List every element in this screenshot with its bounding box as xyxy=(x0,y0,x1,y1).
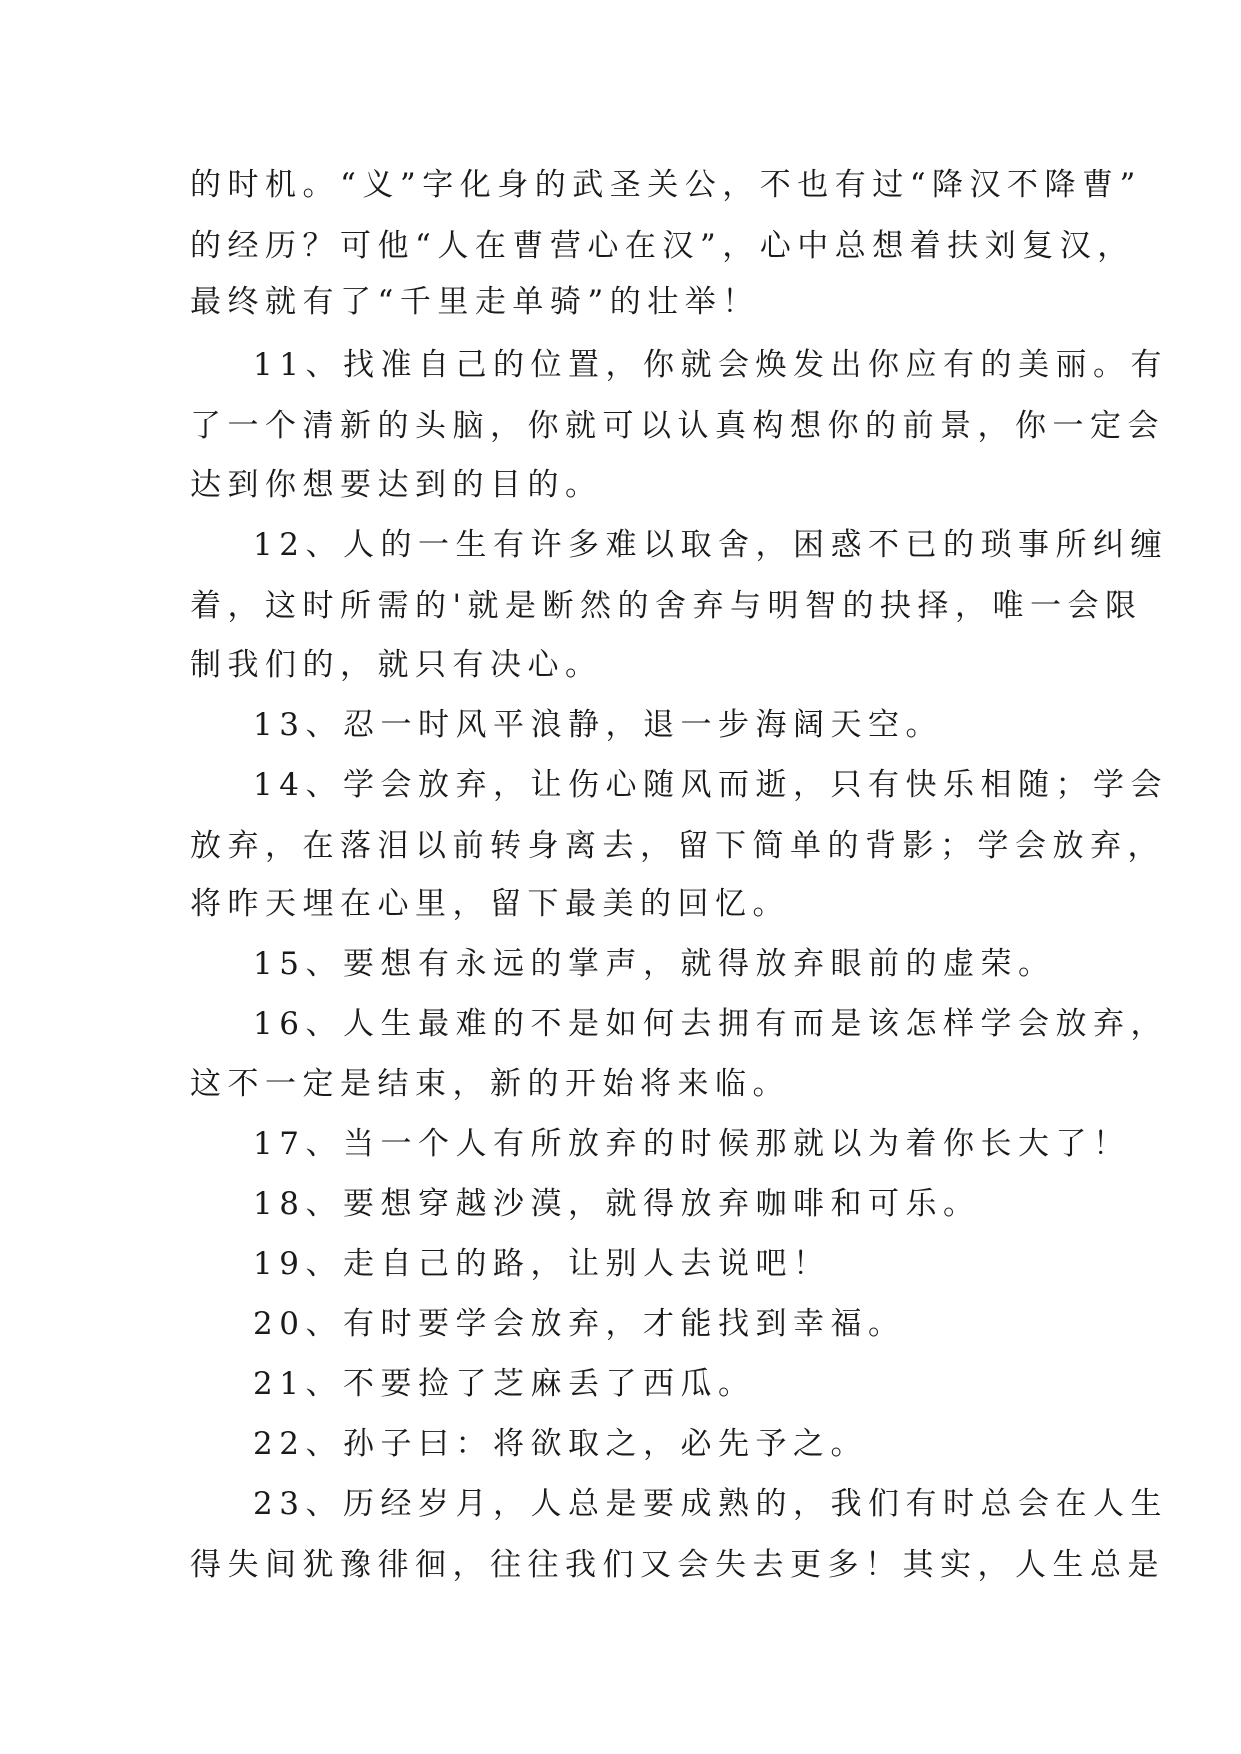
text-line: 13、忍一时风平浪静，退一步海阔天空。 xyxy=(253,707,943,743)
text-line: 的经历？可他“人在曹营心在汉”，心中总想着扶刘复汉， xyxy=(190,228,1135,264)
text-line: 20、有时要学会放弃，才能找到幸福。 xyxy=(253,1306,906,1342)
text-line: 达到你想要达到的目的。 xyxy=(190,467,603,503)
text-line: 得失间犹豫徘徊，往往我们又会失去更多！其实，人生总是 xyxy=(190,1547,1165,1583)
text-line: 22、孙子曰：将欲取之，必先予之。 xyxy=(253,1426,868,1462)
text-line: 最终就有了“千里走单骑”的壮举！ xyxy=(190,284,760,320)
text-line: 将昨天埋在心里，留下最美的回忆。 xyxy=(190,886,790,922)
text-line: 14、学会放弃，让伤心随风而逝，只有快乐相随；学会 xyxy=(253,767,1168,803)
text-line: 12、人的一生有许多难以取舍，困惑不已的琐事所纠缠 xyxy=(253,527,1168,563)
text-line: 19、走自己的路，让别人去说吧！ xyxy=(253,1246,831,1282)
text-line: 放弃，在落泪以前转身离去，留下简单的背影；学会放弃， xyxy=(190,828,1165,864)
text-line: 的时机。“义”字化身的武圣关公，不也有过“降汉不降曹” xyxy=(190,167,1142,203)
text-line: 17、当一个人有所放弃的时候那就以为着你长大了！ xyxy=(253,1126,1131,1162)
text-line: 了一个清新的头脑，你就可以认真构想你的前景，你一定会 xyxy=(190,408,1165,444)
text-line: 16、人生最难的不是如何去拥有而是该怎样学会放弃， xyxy=(253,1006,1168,1042)
text-line: 着，这时所需的'就是断然的舍弃与明智的抉择，唯一会限 xyxy=(190,588,1143,624)
text-line: 制我们的，就只有决心。 xyxy=(190,647,603,683)
text-line: 这不一定是结束，新的开始将来临。 xyxy=(190,1066,790,1102)
text-line: 15、要想有永远的掌声，就得放弃眼前的虚荣。 xyxy=(253,946,1056,982)
text-line: 18、要想穿越沙漠，就得放弃咖啡和可乐。 xyxy=(253,1186,981,1222)
text-line: 21、不要捡了芝麻丢了西瓜。 xyxy=(253,1366,756,1402)
text-line: 23、历经岁月，人总是要成熟的，我们有时总会在人生 xyxy=(253,1486,1168,1522)
text-line: 11、找准自己的位置，你就会焕发出你应有的美丽。有 xyxy=(253,347,1168,383)
